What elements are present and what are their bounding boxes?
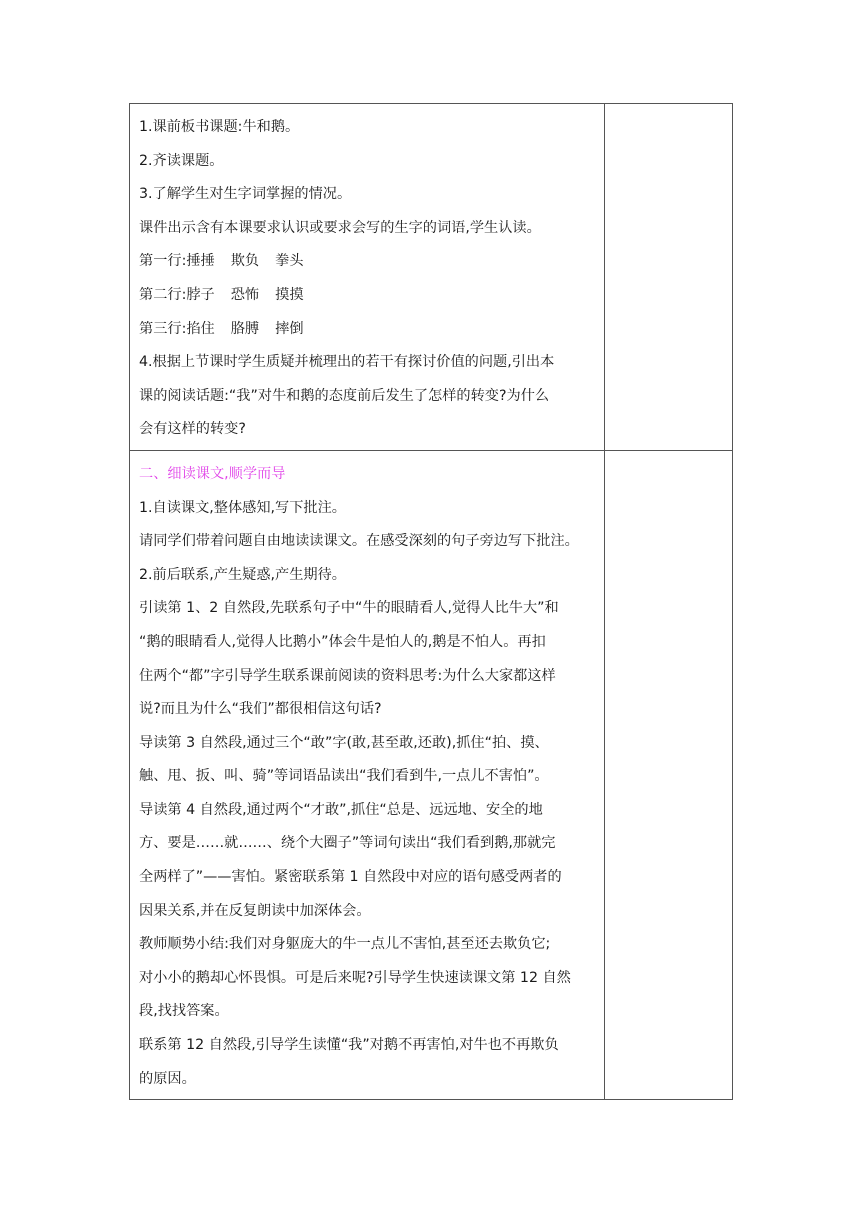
text-line: 1.课前板书课题:牛和鹅。	[139, 119, 300, 135]
word: 脖子	[186, 286, 215, 303]
text-line: 引读第 1、2 自然段,先联系句子中“牛的眼睛看人,觉得人比牛大”和	[139, 600, 559, 617]
text-line: 课的阅读话题:“我”对牛和鹅的态度前后发生了怎样的转变?为什么	[139, 387, 550, 404]
lesson-content-cell	[130, 104, 605, 451]
table-row	[130, 450, 733, 1099]
word: 拳头	[275, 253, 304, 270]
text-line: 课件出示含有本课要求认识或要求会写的生字的词语,学生认读。	[139, 219, 541, 236]
text-line: 方、要是……就……、绕个大圈子”等词句读出“我们看到鹅,那就完	[139, 835, 556, 852]
text-line: 联系第 12 自然段,引导学生读懂“我”对鹅不再害怕,对牛也不再欺负	[139, 1037, 559, 1054]
word: 掐住	[186, 320, 215, 337]
text-line: 触、甩、扳、叫、骑”等词语品读出“我们看到牛,一点儿不害怕”。	[139, 768, 549, 785]
word: 摸摸	[275, 286, 304, 303]
word-row-label: 第二行:	[139, 286, 187, 303]
text-line: 全两样了”——害怕。紧密联系第 1 自然段中对应的语句感受两者的	[139, 869, 562, 886]
text-line: 1.自读课文,整体感知,写下批注。	[139, 499, 346, 516]
text-line: 的原因。	[139, 1070, 196, 1087]
word: 欺负	[230, 253, 260, 270]
text-line: 2.前后联系,产生疑惑,产生期待。	[139, 566, 346, 583]
section-heading: 二、细读课文,顺学而导	[139, 465, 286, 482]
text-line: 说?而且为什么“我们”都很相信这句话?	[139, 701, 382, 718]
lesson-plan-table	[129, 103, 733, 1100]
text-line: 3.了解学生对生字词掌握的情况。	[139, 186, 352, 203]
word: 胳膊	[230, 320, 260, 337]
word-row-label: 第三行:	[139, 320, 187, 337]
text-line: 段,找找答案。	[139, 1003, 229, 1020]
text-line: 教师顺势小结:我们对身躯庞大的牛一点儿不害怕,甚至还去欺负它;	[139, 936, 551, 953]
text-line: 对小小的鹅却心怀畏惧。可是后来呢?引导学生快速读课文第 12 自然	[139, 969, 571, 986]
word: 恐怖	[230, 286, 260, 303]
text-line: 请同学们带着问题自由地读读课文。在感受深刻的句子旁边写下批注。	[139, 533, 579, 550]
text-line: 因果关系,并在反复朗读中加深体会。	[139, 902, 371, 919]
text-line: 导读第 3 自然段,通过三个“敢”字(敢,甚至敢,还敢),抓住“拍、摸、	[139, 734, 549, 751]
text-line: 会有这样的转变?	[139, 421, 246, 438]
text-line: 导读第 4 自然段,通过两个“才敢”,抓住“总是、远远地、安全的地	[139, 801, 543, 818]
word-row	[139, 245, 598, 279]
word-row	[139, 313, 598, 347]
text-line: 住两个“都”字引导学生联系课前阅读的资料思考:为什么大家都这样	[139, 667, 556, 684]
table-row	[130, 104, 733, 451]
word-row	[139, 279, 598, 313]
text-line: 4.根据上节课时学生质疑并梳理出的若干有探讨价值的问题,引出本	[139, 354, 555, 371]
word: 摔倒	[275, 320, 304, 337]
lesson-content-cell	[130, 450, 605, 1099]
notes-cell	[605, 104, 733, 451]
word: 捶捶	[186, 253, 215, 270]
text-line: 2.齐读课题。	[139, 152, 224, 169]
word-row-label: 第一行:	[139, 253, 187, 270]
text-line: “鹅的眼睛看人,觉得人比鹅小”体会牛是怕人的,鹅是不怕人。再扣	[139, 633, 546, 650]
notes-cell	[605, 450, 733, 1099]
